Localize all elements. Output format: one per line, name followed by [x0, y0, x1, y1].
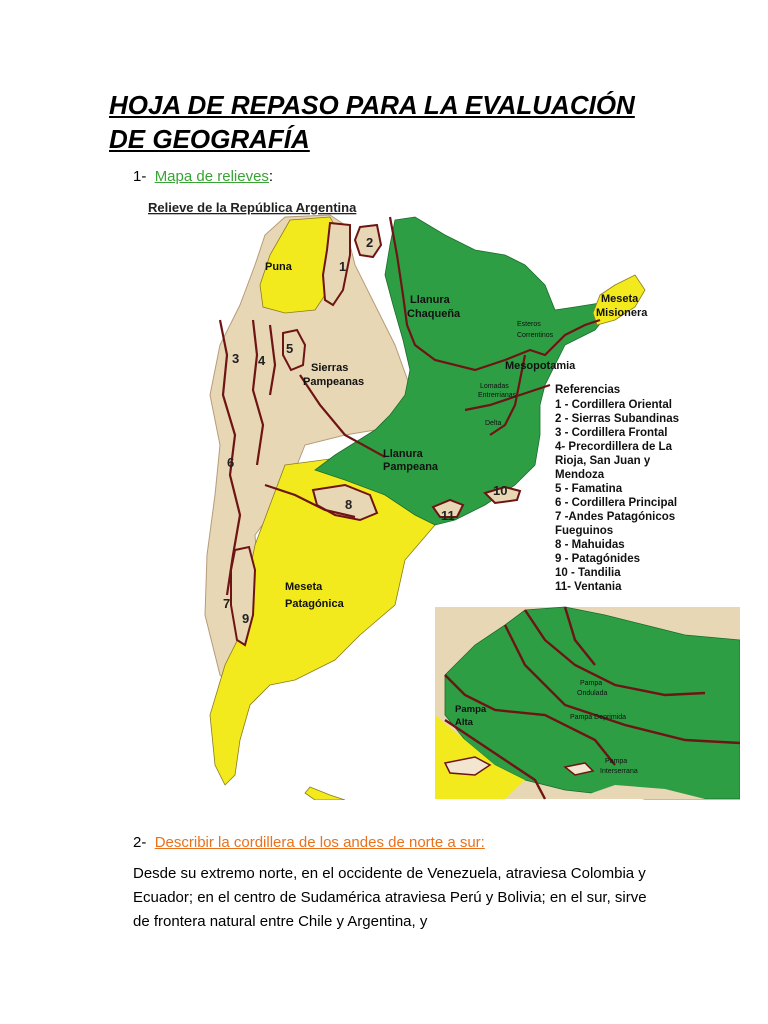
label-patagonica-2: Patagónica — [285, 598, 344, 610]
label-chaco-2: Chaqueña — [407, 308, 461, 320]
number-8: 8 — [345, 497, 353, 512]
label-delta: Delta — [485, 420, 502, 427]
inset-pampa-alta-1: Pampa — [455, 704, 487, 715]
reference-item: 8 - Mahuidas — [555, 539, 625, 551]
number-5: 5 — [286, 341, 294, 356]
label-puna: Puna — [265, 261, 292, 273]
inset-pampa-interserrana-2: Interserrana — [600, 768, 638, 775]
number-2: 2 — [366, 235, 374, 250]
reference-item: 9 - Patagónides — [555, 553, 640, 565]
label-chaco-1: Llanura — [410, 294, 450, 306]
page-title: HOJA DE REPASO PARA LA EVALUACIÓN DE GEOGRAFÍA — [109, 90, 635, 154]
reference-item: 1 - Cordillera Oriental — [555, 399, 672, 411]
answer-paragraph: Desde su extremo norte, en el occidente de Venezuela, atraviesa Colombia y Ecuador; en el centro de Sudamérica atraviesa Perú y Bolivia; en el sur, sirve de frontera natural entre Chile y Argentina, y — [133, 865, 647, 930]
question-1-suffix: : — [268, 168, 274, 185]
reference-item: 4- Precordillera de La — [555, 441, 672, 453]
number-9: 9 — [242, 611, 250, 626]
number-10: 10 — [493, 483, 508, 498]
label-pampeana-1: Llanura — [383, 448, 423, 460]
question-2-link[interactable]: Describir la cordillera de los andes de norte a sur: — [154, 834, 485, 851]
label-lomadas-2: Entrerrianas — [478, 392, 517, 399]
number-3: 3 — [232, 351, 240, 366]
question-1 — [133, 168, 273, 185]
reference-item: Rioja, San Juan y — [555, 455, 651, 467]
label-sierras-1: Sierras — [311, 362, 349, 374]
reference-item: Fueguinos — [555, 525, 614, 537]
reference-item: 7 -Andes Patagónicos — [555, 511, 676, 523]
relief-map — [145, 195, 740, 800]
label-pampeana-2: Pampeana — [383, 461, 439, 473]
label-patagonica-1: Meseta — [285, 581, 323, 593]
inset-pampa-deprimida: Pampa Deprimida — [570, 714, 627, 721]
question-1-link[interactable]: Mapa de relieves — [154, 168, 269, 185]
label-lomadas-1: Lomadas — [480, 383, 509, 390]
label-mesopotamia: Mesopotamia — [505, 360, 576, 372]
references-heading: Referencias — [555, 384, 621, 396]
number-7: 7 — [223, 596, 231, 611]
reference-item: 10 - Tandilia — [555, 567, 621, 579]
reference-item: 6 - Cordillera Principal — [555, 497, 678, 509]
reference-item: 11- Ventania — [555, 581, 622, 593]
reference-item: 2 - Sierras Subandinas — [555, 413, 679, 425]
inset-pampa-interserrana-1: Pampa — [605, 758, 628, 765]
inset-pampa-alta-2: Alta — [455, 717, 473, 728]
pampa-inset — [435, 607, 740, 799]
inset-pampa-ondulada-1: Pampa — [580, 680, 603, 687]
reference-item: 5 - Famatina — [555, 483, 623, 495]
label-esteros-2: Correntinos — [517, 332, 554, 339]
question-1-number: 1- — [133, 168, 147, 185]
number-4: 4 — [258, 353, 266, 368]
question-2-number: 2- — [133, 834, 147, 851]
reference-item: Mendoza — [555, 469, 605, 481]
label-esteros-1: Esteros — [517, 321, 541, 328]
label-misionera-2: Misionera — [596, 307, 648, 319]
reference-item: 3 - Cordillera Frontal — [555, 427, 668, 439]
question-2 — [133, 834, 485, 851]
map-title: Relieve de la República Argentina — [148, 200, 357, 215]
number-1: 1 — [339, 259, 347, 274]
label-misionera-1: Meseta — [601, 293, 639, 305]
label-sierras-2: Pampeanas — [303, 376, 365, 388]
inset-pampa-ondulada-2: Ondulada — [577, 690, 608, 697]
number-6: 6 — [227, 455, 235, 470]
number-11: 11 — [441, 508, 455, 523]
